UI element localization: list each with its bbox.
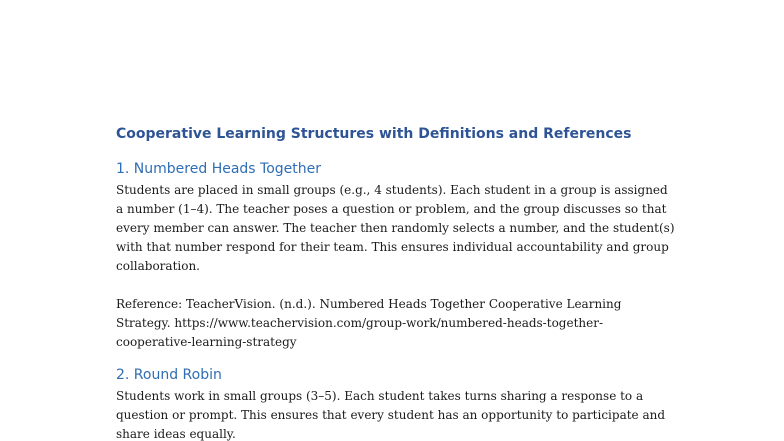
document-content	[116, 124, 676, 441]
section-body: Students are placed in small groups (e.g., 4 students). Each student in a group is assigned a number (1–4). The teacher poses a question or problem, and the group discusses so that every member can answer. The teacher then randomly selects a number, and the student(s) with that number respond for their team. This ensures individual accountability and group collaboration.	[116, 183, 675, 273]
section-heading: 2. Round Robin	[116, 367, 222, 383]
document-title: Cooperative Learning Structures with Definitions and References	[116, 126, 632, 142]
section-round-robin	[116, 365, 676, 441]
section-body: Students work in small groups (3–5). Each student takes turns sharing a response to a question or prompt. This ensures that every student has an opportunity to participate and share ideas equally.	[116, 389, 666, 441]
section-spacer	[116, 352, 676, 365]
section-heading: 1. Numbered Heads Together	[116, 161, 322, 177]
section-reference: Reference: TeacherVision. (n.d.). Numbered Heads Together Cooperative Learning Strategy. https://www.teachervision.com/group-work/numbered-heads-together-cooperative-learning-strategy	[116, 297, 622, 349]
section-numbered-heads-together	[116, 159, 676, 352]
